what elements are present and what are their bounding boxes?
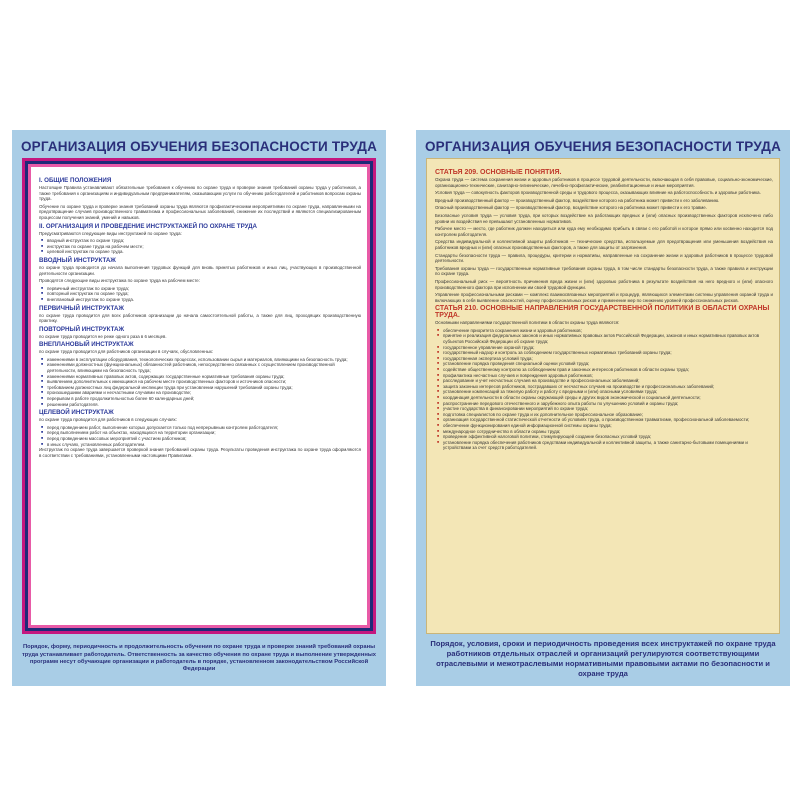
list-item: ■ координация деятельности в области охраны окружающей среды и других видов экономической и социальной деятельности; [443, 395, 773, 401]
list-item: ■ в иных случаях, установленных работодателем. [47, 442, 361, 448]
list-item: ■ первичный инструктаж по охране труда; [47, 286, 361, 292]
list-item: ■ государственная экспертиза условий труда; [443, 356, 773, 362]
poster-right [416, 130, 790, 686]
paragraph: Средства индивидуальной и коллективной защиты работников — технические средства, используемые для предотвращения или уменьшения воздействия на работников вредных и (или) опасных производственных факторов, а также для защиты от загрязнения. [435, 239, 773, 250]
list-item: ■ государственное управление охраной труда; [443, 345, 773, 351]
paragraph: Обучение по охране труда и проверке знания требований охраны труда являются профилактическими мероприятиями по охране труда, направленными на предотвращение случаев производственного травматизма и профессиональных заболеваний, снижение их последствий и являются специализированным процессом получения знаний, умений и навыков. [39, 203, 361, 220]
paragraph: Требования охраны труда — государственные нормативные требования охраны труда, в том числе стандарты безопасности труда, а также правила и инструкции по охране труда. [435, 265, 773, 277]
list-item: ■ установление порядка проведения специальной оценки условий труда; [443, 361, 773, 367]
paragraph: Основными направлениями государственной политики в области охраны труда являются: [435, 320, 620, 326]
list-item: ■ изменениями в эксплуатации оборудования, технологических процессах, использовании сырья и материалов, влияющими на безопасность труда; [47, 357, 361, 363]
poster-left [12, 130, 386, 686]
list-item: ■ распространение передового отечественного и зарубежного опыта работы по улучшению условий и охраны труда; [443, 401, 773, 407]
list-item: ■ установление компенсаций за тяжелую работу и работу с вредными и (или) опасными условиями труда; [443, 389, 773, 395]
bottom-note: Порядок, форму, периодичность и продолжительность обучения по охране труда и проверке знаний требований охраны труда устанавливает работодатель. Ответственность за качество обучения по охране труда и выполнение утвержденных программ несут обучающие организации и работодатель в порядке, установленном законодательством Российской Федерации [21, 644, 377, 673]
section-heading: ВНЕПЛАНОВЫЙ ИНСТРУКТАЖ [39, 341, 134, 349]
list-item: ■ вводный инструктаж по охране труда; [47, 238, 361, 244]
paragraph: по охране труда проводится для всех работников организации до начала самостоятельной работы, а также для лиц, проходящих производственную практику. [39, 312, 361, 324]
list-item: ■ обеспечение функционирования единой информационной системы охраны труда; [443, 423, 773, 429]
footer-paragraph: Инструктаж по охране труда завершается проверкой знания требований охраны труда. Результаты проведения инструктажа по охране труда оформляются в соответствии с требованиями, установленными настоящими Правилами. [39, 447, 361, 458]
bottom-note: Порядок, условия, сроки и периодичность проведения всех инструктажей по охране труда работников отдельных отраслей и организаций регулируются соответствующими отраслевыми и межотраслевыми нормативными правовыми актами по безопасности и охране труда [430, 639, 776, 678]
section-heading: I. ОБЩИЕ ПОЛОЖЕНИЯ [39, 177, 112, 184]
poster-title: ОРГАНИЗАЦИЯ ОБУЧЕНИЯ БЕЗОПАСНОСТИ ТРУДА [424, 139, 782, 154]
section-heading: ПОВТОРНЫЙ ИНСТРУКТАЖ [39, 325, 125, 333]
section-heading: ВВОДНЫЙ ИНСТРУКТАЖ [39, 256, 116, 264]
list-item: ■ государственный надзор и контроль за соблюдением государственных нормативных требований охраны труда; [443, 350, 773, 356]
section-heading: ЦЕЛЕВОЙ ИНСТРУКТАЖ [39, 409, 114, 417]
list-item: ■ расследование и учет несчастных случаев на производстве и профессиональных заболеваний; [443, 378, 773, 384]
list-item: ■ выявлением дополнительных к имеющимся на рабочем месте производственных факторов и источников опасности; [47, 379, 361, 385]
list-item: ■ профилактика несчастных случаев и повреждения здоровья работников; [443, 373, 773, 379]
section-heading: СТАТЬЯ 210. ОСНОВНЫЕ НАПРАВЛЕНИЯ ГОСУДАРСТВЕННОЙ ПОЛИТИКИ В ОБЛАСТИ ОХРАНЫ ТРУДА. [435, 305, 770, 320]
list-item: ■ перерывом в работе продолжительностью более 60 календарных дней; [47, 396, 361, 402]
list-item: ■ произошедшими авариями и несчастными случаями на производстве; [47, 390, 361, 396]
paragraph: по охране труда проводится для работников организации в случаях, обусловленных: [39, 349, 214, 355]
content-body [435, 167, 773, 629]
list-item: ■ защита законных интересов работников, пострадавших от несчастных случаев на производстве и профессиональных заболеваний; [443, 384, 773, 390]
paragraph: по охране труда проводится до начала выполнения трудовых функций для вновь принятых работников и иных лиц, участвующих в производственной деятельности организации. [39, 264, 361, 276]
section-heading: СТАТЬЯ 209. ОСНОВНЫЕ ПОНЯТИЯ. [435, 169, 562, 176]
paragraph: по охране труда проводится не реже одного раза в 6 месяцев. [39, 333, 167, 339]
paragraph: Проводятся следующие виды инструктажа по охране труда на рабочем месте: [39, 278, 200, 284]
list-item: ■ требованием должностных лиц федеральной инспекции труда при установлении нарушений требований охраны труда; [47, 385, 361, 391]
list-item: ■ обеспечение приоритета сохранения жизни и здоровья работников; [443, 328, 773, 334]
list-item: ■ установление порядка обеспечения работников средствами индивидуальной и коллективной защиты, а также санитарно-бытовыми помещениями и устройствами за счет средств работодателей. [443, 440, 773, 451]
list-item: ■ инструктаж по охране труда на рабочем месте; [47, 244, 361, 250]
list-item: ■ внеплановый инструктаж по охране труда. [47, 297, 361, 303]
list-item: ■ перед выполнением работ на объектах, находящихся на территории организации; [47, 430, 361, 436]
poster-title: ОРГАНИЗАЦИЯ ОБУЧЕНИЯ БЕЗОПАСНОСТИ ТРУДА [20, 139, 378, 154]
paragraph: Стандарты безопасности труда — правила, процедуры, критерии и нормативы, направленные на сохранение жизни и здоровья работников в процессе трудовой деятельности. [435, 252, 773, 264]
list-item: ■ проведение эффективной налоговой политики, стимулирующей создание безопасных условий труда; [443, 434, 773, 440]
list-item: ■ изменениями нормативных правовых актов, содержащих государственные нормативные требования охраны труда; [47, 374, 361, 380]
list-item: ■ подготовка специалистов по охране труда и их дополнительное профессиональное образование; [443, 412, 773, 418]
list-item: ■ перед проведением массовых мероприятий с участием работников; [47, 436, 361, 442]
paragraph: Управление профессиональными рисками — комплекс взаимосвязанных мероприятий и процедур, являющихся элементами системы управления охраной труда и включающих в себя выявление опасностей, оценку профессиональных рисков и применение мер по снижению уровней профессиональных рисков. [435, 292, 773, 303]
paragraph: Рабочее место — место, где работник должен находиться или куда ему необходимо прибыть в связи с его работой и которое прямо или косвенно находится под контролем работодателя. [435, 226, 773, 237]
list-item: ■ участие государства в финансировании мероприятий по охране труда; [443, 406, 773, 412]
list-item: ■ международное сотрудничество в области охраны труда; [443, 429, 773, 435]
section-heading: II. ОРГАНИЗАЦИЯ И ПРОВЕДЕНИЕ ИНСТРУКТАЖЕЙ ПО ОХРАНЕ ТРУДА [39, 222, 258, 230]
paragraph: Настоящие Правила устанавливают обязательные требования к обучению по охране труда и проверке знания требований охраны труда у работников, а также требования к организациям и индивидуальным предпринимателям, оказывающим услуги по обучению работодателей и работников вопросам охраны труда. [39, 185, 361, 202]
list-item: ■ организация государственной статистической отчетности об условиях труда, о производственном травматизме, профессиональной заболеваемости; [443, 417, 773, 423]
list-item: ■ содействие общественному контролю за соблюдением прав и законных интересов работников в области охраны труда; [443, 367, 773, 373]
content-panel [22, 158, 376, 634]
list-item: ■ целевой инструктаж по охране труда. [47, 249, 361, 255]
paragraph: Предусматриваются следующие виды инструктажей по охране труда: [39, 230, 182, 236]
paragraph: Условия труда — совокупность факторов производственной среды и трудового процесса, оказывающих влияние на работоспособность и здоровье работника. [435, 190, 761, 196]
paragraph: Вредный производственный фактор — производственный фактор, воздействие которого на работника может привести к его заболеванию. [435, 197, 720, 203]
paragraph: по охране труда проводится для работников в следующих случаях: [39, 417, 177, 423]
content-body [39, 175, 361, 621]
list-item: ■ повторный инструктаж по охране труда; [47, 291, 361, 297]
list-item: ■ перед проведением работ, выполнение которых допускается только под непрерывным контролем работодателя; [47, 425, 361, 431]
list-item: ■ принятие и реализация федеральных законов и иных нормативных правовых актов Российской Федерации, законов и иных нормативных правовых актов субъектов Российской Федерации об охране труда; [443, 333, 773, 344]
paragraph: Профессиональный риск — вероятность причинения вреда жизни и (или) здоровью работника в результате воздействия на него вредного и (или) опасного производственного фактора при исполнении им своей трудовой функции. [435, 278, 773, 290]
paragraph: Охрана труда — система сохранения жизни и здоровья работников в процессе трудовой деятельности, включающая в себя правовые, социально-экономические, организационно-технические, санитарно-гигиенические, лечебно-профилактические, реабилитационные и иные мероприятия. [435, 177, 773, 188]
paragraph: Безопасные условия труда — условия труда, при которых воздействие на работающих вредных и (или) опасных производственных факторов исключено либо уровни их воздействия не превышают установленных нормативов. [435, 212, 773, 224]
section-heading: ПЕРВИЧНЫЙ ИНСТРУКТАЖ [39, 304, 124, 312]
list-item: ■ решением работодателя. [47, 402, 361, 408]
paragraph: Опасный производственный фактор — производственный фактор, воздействие которого на работника может привести к его травме. [435, 205, 707, 211]
content-panel [426, 158, 780, 634]
list-item: ■ изменениями должностных (функциональных) обязанностей работников, непосредственно связанных с осуществлением производственной деятельности, влияющими на безопасность труда; [47, 362, 361, 373]
